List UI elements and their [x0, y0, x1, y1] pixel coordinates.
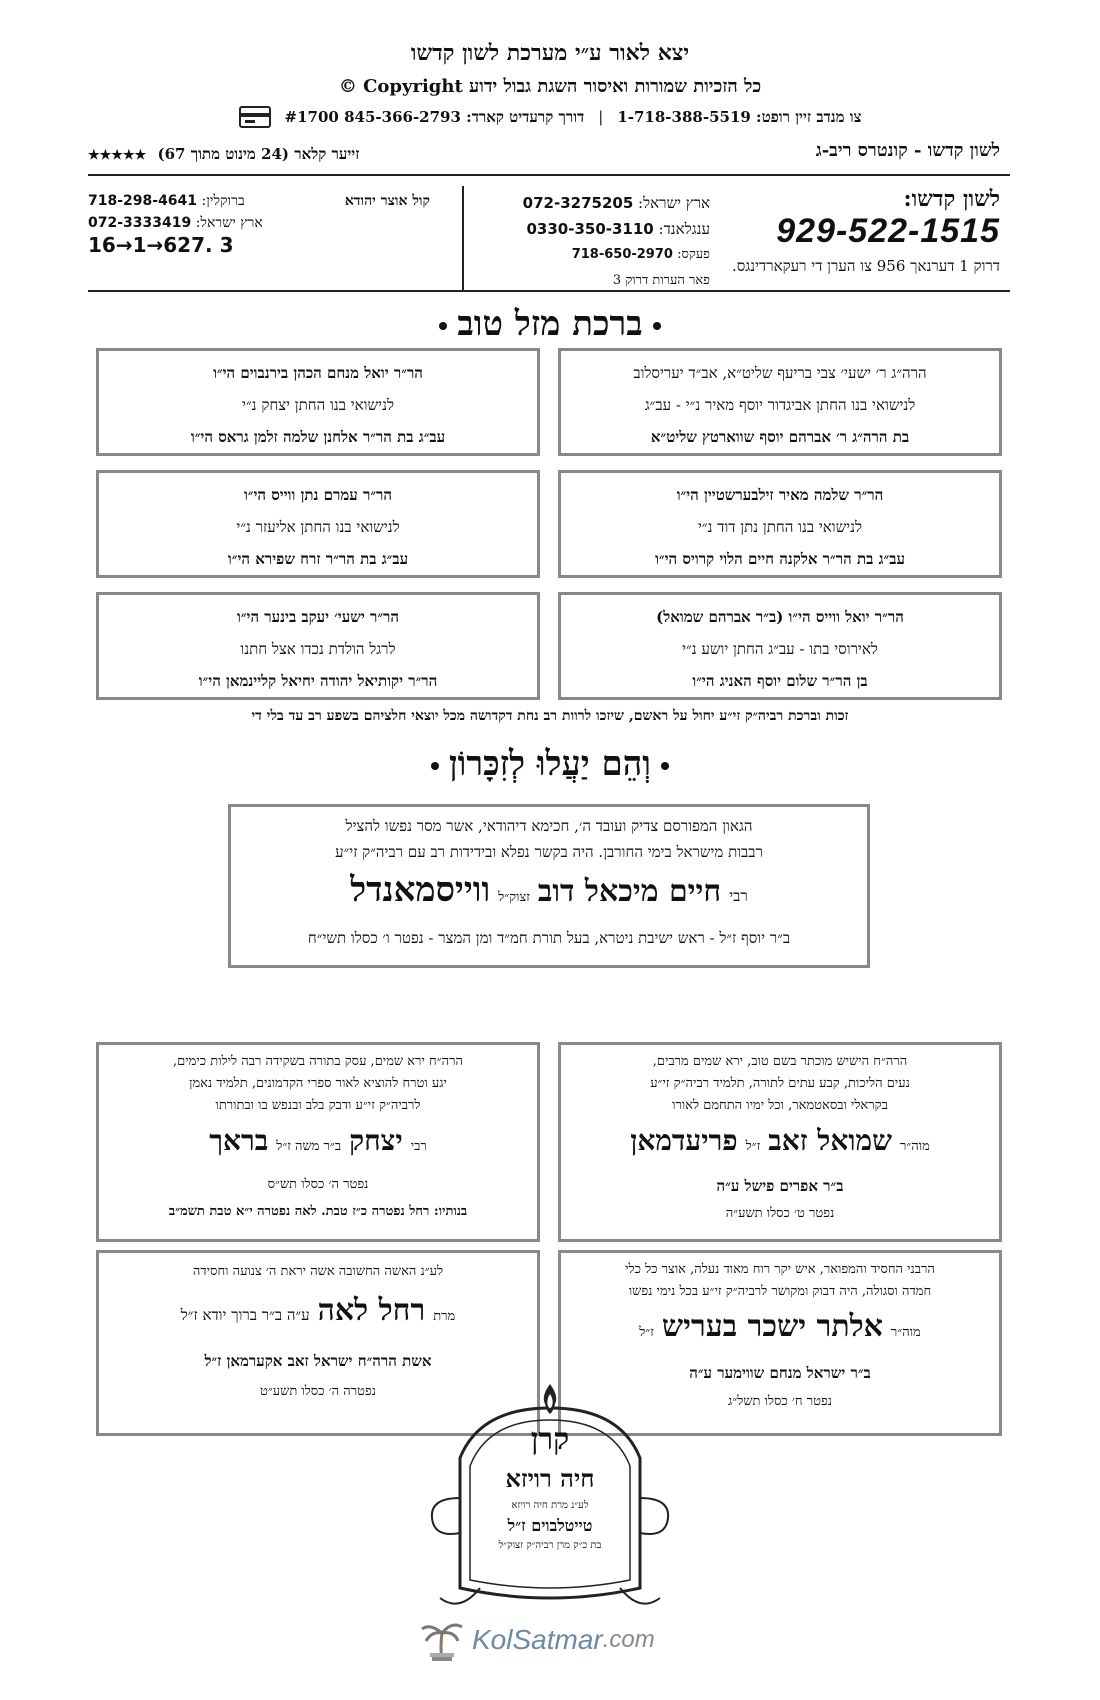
- box-line: לנישואי בנו החתן אביגדור יוסף מאיר נ״י - עב״ג: [644, 396, 916, 414]
- israel-number[interactable]: 072-3275205: [522, 194, 634, 212]
- phone-title: לשון קדשו:: [903, 186, 1000, 212]
- bullet-dot: [431, 762, 439, 770]
- name-row: [571, 1303, 989, 1357]
- israel-label: ארץ ישראל:: [638, 194, 710, 212]
- box-line: נעים הליכות, קבע עתים לתורה, תלמיד רביה״ק זי״ע: [650, 1076, 910, 1091]
- mazel-tov-box-3: [558, 470, 1002, 578]
- death-date: נפטר ח׳ כסלו תשל״ג: [728, 1394, 832, 1409]
- memorial-title: [0, 744, 1100, 784]
- mazel-tov-title: [0, 304, 1100, 344]
- father-line: ב״ר ישראל מנחם שווימער ע״ה: [689, 1364, 871, 1382]
- name-row: [109, 1117, 527, 1171]
- eretz-label: ארץ ישראל:: [195, 215, 263, 231]
- england-number[interactable]: 0330-350-3110: [526, 220, 654, 238]
- name-prefix: רבי: [410, 1139, 427, 1154]
- name-row: [109, 1285, 527, 1343]
- copyright-line: כל הזכיות שמורות ואיסור השגת גבול ידוע Copyright ©: [338, 76, 762, 97]
- honorific: ז״ל: [745, 1139, 761, 1154]
- logo-sub1: לע״נ מרת חיה רויזא: [511, 1500, 589, 1511]
- logo-name: חיה רויזא: [505, 1464, 595, 1493]
- memorial-title-text: וְהֵם יַעֲלוּ לְזִכָּרוֹן: [449, 744, 651, 784]
- rating-stars: ★★★★★: [88, 148, 147, 163]
- death-date: נפטרה ה׳ כסלו תשע״ט: [259, 1384, 377, 1399]
- honorific: ב״ר משה ז״ל: [276, 1139, 342, 1154]
- intl-phone-block: [460, 190, 710, 294]
- box-line: לע״נ האשה החשובה אשה יראת ה׳ צנועה וחסידה: [192, 1264, 444, 1279]
- deceased-name: שמואל זאב: [768, 1124, 892, 1157]
- extension-code: 16→1→627. 3: [88, 233, 234, 257]
- box-line: בקראלי ובסאטמאר, וכל ימיו התחמם לאורו: [672, 1098, 888, 1113]
- mazel-tov-box-5: [558, 592, 1002, 700]
- eretz-number[interactable]: 072-3333419: [88, 215, 192, 231]
- death-date: נפטר ט׳ כסלו תשע״ה: [725, 1206, 835, 1221]
- box-line: עב״ג בת הר״ר אלחנן שלמה זלמן גראס הי״ו: [190, 428, 446, 446]
- main-surname: ווייסמאנדל: [350, 870, 491, 910]
- box-line: הר״ר יואל ווייס הי״ו (ב״ר אברהם שמואל): [656, 608, 904, 626]
- honorific: זצוק״ל: [498, 890, 530, 905]
- credit-card-icon: [239, 106, 271, 128]
- brooklyn-number[interactable]: 718-298-4641: [88, 193, 198, 209]
- donation-card[interactable]: דורך קרעדיט קארד: 845-366-2793 #1700: [284, 107, 585, 126]
- main-name: חיים מיכאל דוב: [537, 874, 722, 909]
- donation-phone[interactable]: צו מנדב זיין רופט: 1-718-388-5519: [617, 107, 862, 126]
- box-line: הרה״ח ירא שמים, עסק בתורה בשקידה רבה לילות כימים,: [173, 1054, 463, 1069]
- kol-otzar-block: [88, 190, 430, 256]
- box-line: הר״ר שלמה מאיר זילבערשטיין הי״ו: [676, 486, 884, 504]
- main-line-2: רבבות מישראל בימי החורבן. היה בקשר נפלא ובידידות רב עם רביה״ק זי״ע: [335, 843, 763, 861]
- divider-top: [88, 174, 1010, 176]
- flame-icon: [539, 1382, 561, 1416]
- death-date: בנותיו: רחל נפטרה כ״ז טבת. לאה נפטרה י״א טבת תשמ״ב: [168, 1204, 468, 1219]
- box-line: לנישואי בנו החתן יצחק נ״י: [242, 396, 394, 414]
- name-prefix: מוה״ר: [899, 1139, 930, 1154]
- memorial-main-box: [228, 804, 870, 968]
- name-prefix: רבי: [729, 887, 748, 905]
- box-line: לרגל הולדת נכדו אצל חתנו: [240, 640, 396, 658]
- palm-tree-icon: [420, 1617, 464, 1663]
- press-instructions: דרוק 1 דערנאך 956 צו הערן די רעקארדינגס.: [731, 257, 1000, 275]
- booklet-title: לשון קדשו - קונטרס ריב-ג: [815, 140, 1000, 161]
- rating: [88, 145, 359, 164]
- box-line: הרה״ג ר׳ ישעי׳ צבי בריעף שליט״א, אב״ד יעריסלוב: [633, 364, 927, 382]
- mazel-tov-box-4: [96, 470, 540, 578]
- mazel-tov-title-text: ברכת מזל טוב: [457, 304, 643, 344]
- main-name-row: [241, 865, 857, 923]
- deceased-name: רחל לאה: [317, 1293, 426, 1328]
- notes-text: פאר הערות דרוק 3: [612, 273, 710, 288]
- publisher-line: יצא לאור ע״י מערכת לשון קדשו: [410, 40, 690, 66]
- box-line: עב״ג בת הר״ר זרח שפירא הי״ו: [227, 550, 409, 568]
- kolsatmar-name: KolSatmar: [472, 1624, 603, 1655]
- deceased-surname: בראך: [209, 1124, 269, 1157]
- box-line: הר״ר יקותיאל יהודה יחיאל קליינמאן הי״ו: [198, 672, 438, 690]
- logo-keren: קרן: [530, 1422, 570, 1457]
- rating-text: זייער קלאר (24 מינוט מתוך 67): [157, 145, 360, 163]
- main-line-1: הגאון המפורסם צדיק ועובד ה׳, חכימא דיהודאי, אשר מסר נפשו להציל: [345, 817, 753, 835]
- blessing-footer: זכות וברכת רביה״ק זי״ע יחול על ראשם, שיזכו לרוות רב נחת דקדושה מכל יוצאי חלציהם בשפע רב עד בלי די: [251, 708, 849, 724]
- box-line: בת הרה״ג ר׳ אברהם יוסף שווארטץ שליט״א: [650, 428, 910, 446]
- box-line: הר״ר יואל מנחם הכהן בירנבוים הי״ו: [213, 364, 423, 382]
- main-line-4: ב״ר יוסף ז״ל - ראש ישיבת ניטרא, בעל תורת חמ״ד ומן המצר - נפטר ו׳ כסלו תשי״ח: [307, 929, 791, 947]
- father-line: נפטר ה׳ כסלו תש״ס: [267, 1177, 369, 1192]
- box-line: הר״ר עמרם נתן ווייס הי״ו: [243, 486, 393, 504]
- box-line: עב״ג בת הר״ר אלקנה חיים הלוי קרויס הי״ו: [655, 550, 905, 568]
- logo-sub2: טייטלבוים ז״ל: [507, 1516, 593, 1535]
- honorific: ז״ל: [639, 1325, 654, 1340]
- box-line: לאירוסי בתו - עב״ג החתן יושע נ״י: [682, 640, 878, 658]
- fax-number[interactable]: 718-650-2970: [571, 247, 673, 262]
- logo-sub3: בת כ״ק מרן רביה״ק זצוק״ל: [498, 1540, 602, 1551]
- name-row: [571, 1117, 989, 1171]
- mazel-tov-box-6: [96, 592, 540, 700]
- box-line: הר״ר ישעי׳ יעקב בינער הי״ו: [236, 608, 400, 626]
- honorific: ע״ה ב״ר ברוך יודא ז״ל: [180, 1306, 310, 1324]
- box-line: לנישואי בנו החתן אליעזר נ״י: [236, 518, 400, 536]
- kolsatmar-tld: .com: [602, 1626, 655, 1653]
- box-line: לנישואי בנו החתן נתן דוד נ״י: [697, 518, 863, 536]
- deceased-name: יצחק: [349, 1124, 403, 1157]
- father-line: ב״ר אפרים פישל ע״ה: [716, 1177, 844, 1195]
- mazel-tov-box-1: [558, 348, 1002, 456]
- memorial-box-brach: [96, 1042, 540, 1242]
- separator: |: [598, 108, 604, 126]
- memorial-box-friedman: [558, 1042, 1002, 1242]
- kol-title: קול אוצר יהודא: [344, 193, 430, 209]
- mazel-tov-box-2: [96, 348, 540, 456]
- box-line: לרביה״ק זי״ע ודבק בלב ובנפש בו ובתורתו: [215, 1098, 421, 1113]
- bullet-dot: [653, 322, 661, 330]
- box-line: בן הר״ר שלום יוסף האניג הי״ו: [692, 672, 868, 690]
- fax-label: פעקס:: [677, 247, 710, 262]
- father-line: אשת הרה״ח ישראל זאב אקערמאן ז״ל: [204, 1352, 432, 1370]
- deceased-surname: פריעדמאן: [630, 1124, 738, 1157]
- deceased-name: אלתר ישכר בעריש: [661, 1309, 883, 1344]
- box-line: חמדה וסגולה, היה דבוק ומקושר לרביה״ק זי״ע בכל נימי נפשו: [628, 1284, 932, 1299]
- brooklyn-label: ברוקלין:: [201, 193, 245, 209]
- donation-line: [0, 106, 1100, 128]
- name-prefix: מוה״ר: [890, 1325, 921, 1340]
- kolsatmar-brand[interactable]: [420, 1620, 680, 1660]
- name-prefix: מרת: [433, 1309, 456, 1324]
- box-line: יגע וטרח להוציא לאור ספרי הקדמונים, תלמיד נאמן: [189, 1076, 447, 1091]
- bullet-dot: [439, 322, 447, 330]
- england-label: ענגלאנד:: [658, 220, 710, 238]
- bullet-dot: [661, 762, 669, 770]
- main-phone-number[interactable]: 929-522-1515: [776, 212, 1000, 250]
- box-line: הרה״ח הישיש מוכתר בשם טוב, ירא שמים מרבים,: [652, 1054, 908, 1069]
- box-line: הרבני החסיד והמפואר, איש יקר רוח מאוד נעלה, אוצר כל כלי: [625, 1262, 935, 1277]
